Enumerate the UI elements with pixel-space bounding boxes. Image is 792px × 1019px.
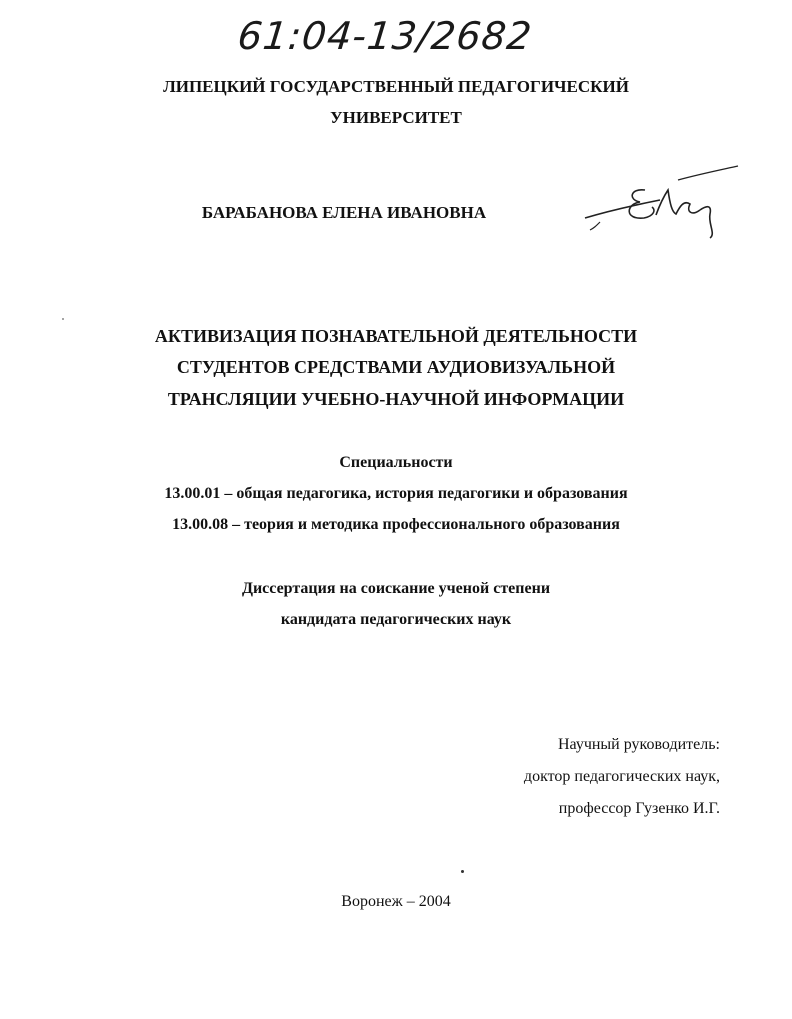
- title-line3: ТРАНСЛЯЦИИ УЧЕБНО-НАУЧНОЙ ИНФОРМАЦИИ: [167, 389, 625, 409]
- scan-speck: [461, 870, 464, 873]
- archive-number: 61:04-13/2682: [235, 14, 535, 58]
- specialty-item: 13.00.08 – теория и методика профессионального образования: [172, 516, 620, 533]
- signature-icon: [560, 160, 750, 250]
- scan-speck: [62, 318, 64, 320]
- supervisor-name: профессор Гузенко И.Г.: [558, 800, 720, 817]
- title-line2: СТУДЕНТОВ СРЕДСТВАМИ АУДИОВИЗУАЛЬНОЙ: [176, 357, 616, 377]
- specialty-item: 13.00.01 – общая педагогика, история педагогики и образования: [164, 485, 628, 502]
- author-name: БАРАБАНОВА ЕЛЕНА ИВАНОВНА: [201, 203, 487, 222]
- title-line1: АКТИВИЗАЦИЯ ПОЗНАВАТЕЛЬНОЙ ДЕЯТЕЛЬНОСТИ: [154, 326, 638, 346]
- place-year: Воронеж – 2004: [341, 893, 451, 910]
- supervisor-label: Научный руководитель:: [557, 736, 720, 753]
- specialties-heading: Специальности: [339, 454, 453, 471]
- university-name-line1: ЛИПЕЦКИЙ ГОСУДАРСТВЕННЫЙ ПЕДАГОГИЧЕСКИЙ: [163, 77, 629, 96]
- degree-line1: Диссертация на соискание ученой степени: [241, 580, 551, 597]
- supervisor-degree: доктор педагогических наук,: [523, 768, 720, 785]
- degree-line2: кандидата педагогических наук: [280, 611, 512, 628]
- university-name-line2: УНИВЕРСИТЕТ: [330, 108, 462, 127]
